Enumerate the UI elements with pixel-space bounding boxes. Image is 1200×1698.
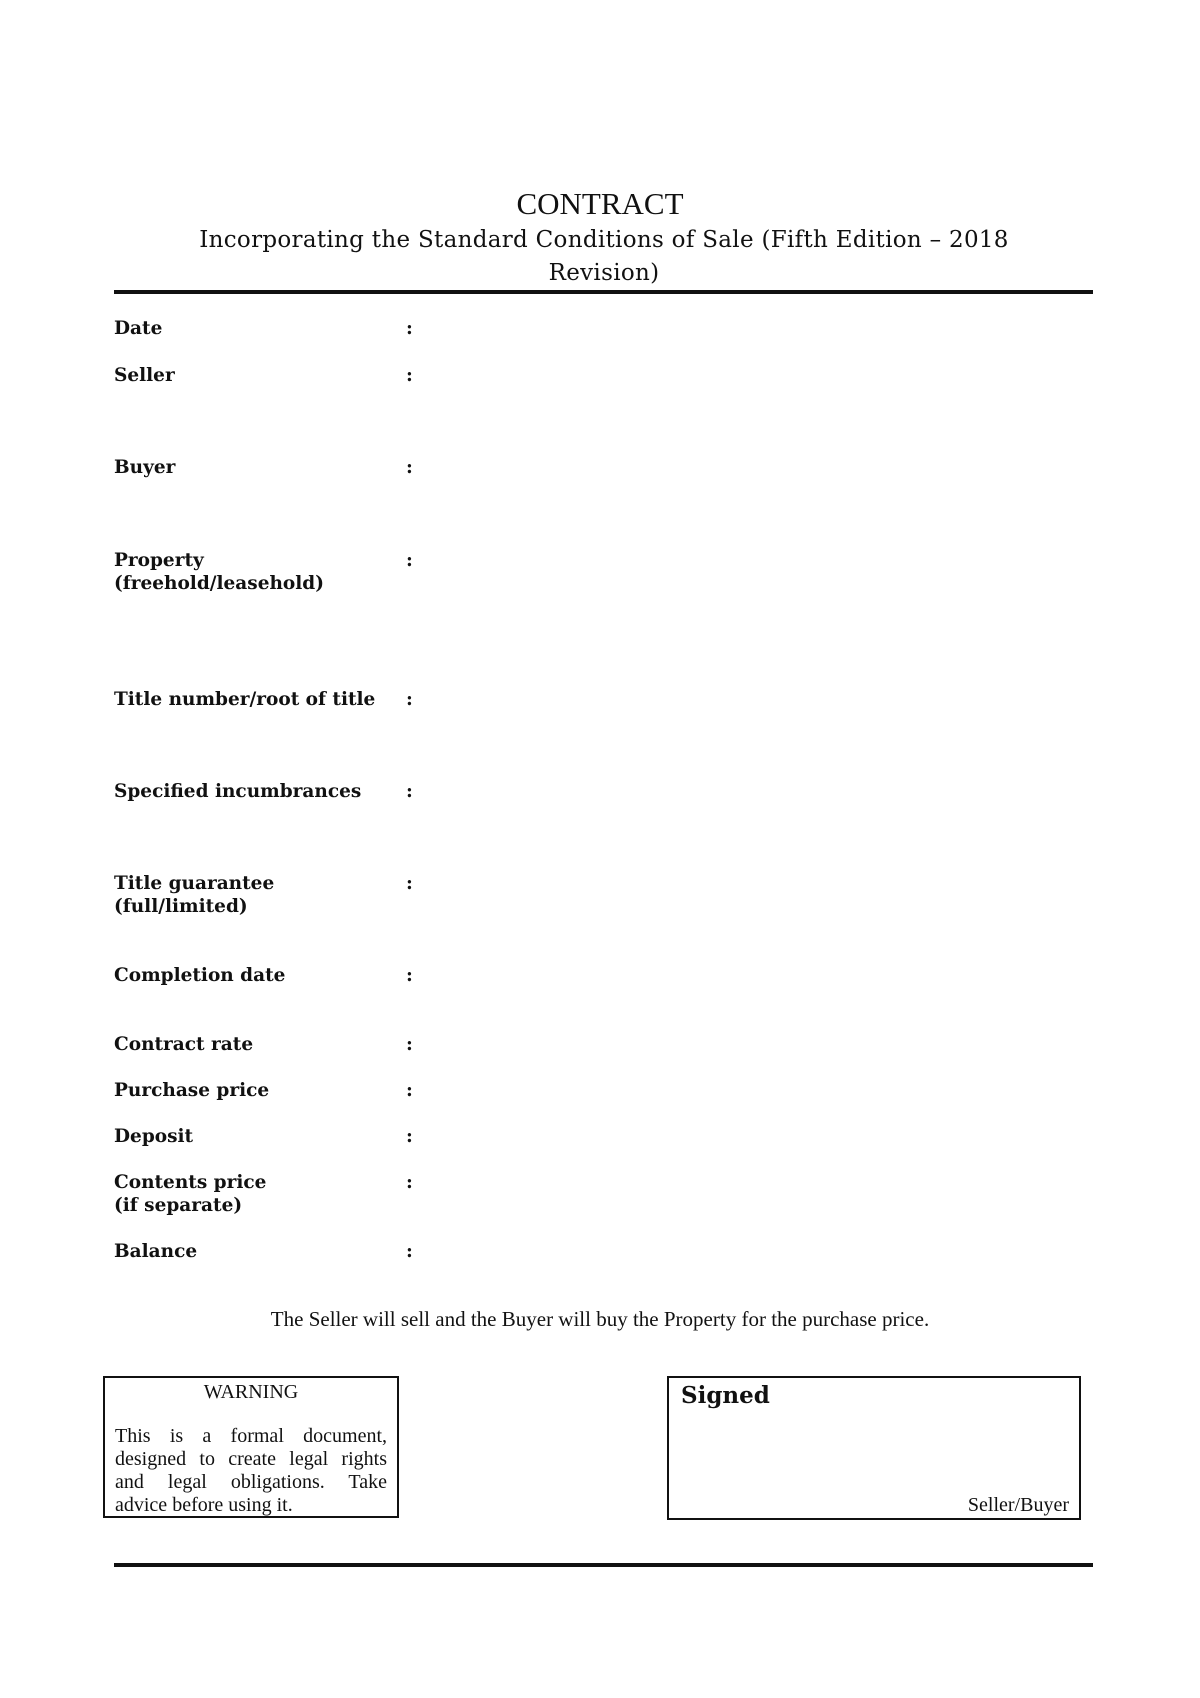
warning-text: This is a formal document, designed to create legal rights and legal obligations. Take advice before using it. <box>115 1425 387 1516</box>
field-value-purchase-price[interactable] <box>430 1079 1080 1102</box>
field-label-seller: Seller <box>114 365 175 386</box>
warning-title: WARNING <box>203 1381 299 1403</box>
field-label-completion-date: Completion date <box>114 965 286 986</box>
field-label-title-number: Title number/root of title <box>114 689 376 710</box>
field-label-deposit: Deposit <box>114 1126 194 1147</box>
field-label-contract-rate: Contract rate <box>114 1034 254 1055</box>
field-separator: : <box>406 781 413 802</box>
header-divider <box>114 290 1093 294</box>
footer-divider <box>114 1563 1093 1567</box>
page-title: CONTRACT <box>516 186 684 221</box>
field-value-property[interactable] <box>430 549 1080 572</box>
sale-statement: The Seller will sell and the Buyer will buy the Property for the purchase price. <box>270 1307 930 1331</box>
warning-box <box>103 1376 399 1518</box>
field-separator: : <box>406 318 413 339</box>
field-value-contents-price[interactable] <box>430 1171 1080 1194</box>
field-value-completion-date[interactable] <box>430 964 1080 987</box>
field-separator: : <box>406 1172 413 1193</box>
field-separator: : <box>406 965 413 986</box>
field-separator: : <box>406 457 413 478</box>
field-separator: : <box>406 365 413 386</box>
page-subtitle: Incorporating the Standard Conditions of Sale (Fifth Edition – 2018 Revision) <box>199 227 1009 286</box>
field-label-property: Property (freehold/leasehold) <box>114 550 324 594</box>
field-value-balance[interactable] <box>430 1240 1080 1263</box>
field-separator: : <box>406 873 413 894</box>
field-value-title-guarantee[interactable] <box>430 872 1080 895</box>
field-value-contract-rate[interactable] <box>430 1033 1080 1056</box>
field-value-buyer[interactable] <box>430 456 1080 479</box>
field-label-balance: Balance <box>114 1241 198 1262</box>
field-separator: : <box>406 1080 413 1101</box>
field-value-seller[interactable] <box>430 364 1080 387</box>
field-label-contents-price: Contents price (if separate) <box>114 1172 267 1216</box>
field-label-title-guarantee: Title guarantee (full/limited) <box>114 873 275 917</box>
field-label-buyer: Buyer <box>114 457 176 478</box>
field-value-deposit[interactable] <box>430 1125 1080 1148</box>
field-separator: : <box>406 689 413 710</box>
field-separator: : <box>406 550 413 571</box>
field-separator: : <box>406 1126 413 1147</box>
signature-role: Seller/Buyer <box>967 1494 1069 1516</box>
field-separator: : <box>406 1034 413 1055</box>
field-value-title-number[interactable] <box>430 688 1080 711</box>
field-label-date: Date <box>114 318 163 339</box>
signature-title: Signed <box>681 1382 770 1409</box>
signature-box[interactable] <box>667 1376 1081 1520</box>
field-label-purchase-price: Purchase price <box>114 1080 270 1101</box>
field-value-date[interactable] <box>430 317 1080 340</box>
field-value-specified-incumbrances[interactable] <box>430 780 1080 803</box>
field-label-specified-incumbrances: Specified incumbrances <box>114 781 362 802</box>
field-separator: : <box>406 1241 413 1262</box>
